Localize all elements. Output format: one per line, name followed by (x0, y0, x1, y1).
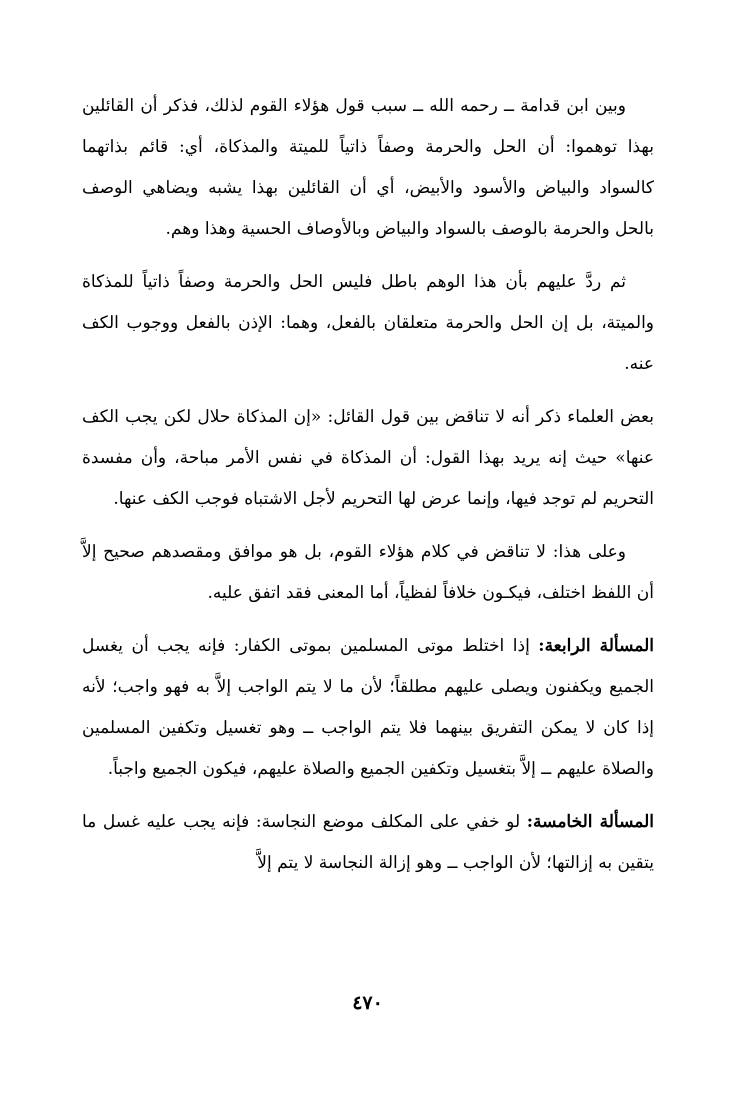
paragraph-3 (82, 397, 654, 520)
paragraph-6-text: لو خفي على المكلف موضع النجاسة: فإنه يجب عليه غسل ما يتقين به إزالتها؛ لأن الواجب ــ وهو إزالة النجاسة لا يتم إلاَّ (82, 812, 654, 873)
paragraph-1-text: وبين ابن قدامة ــ رحمه الله ــ سبب قول هؤلاء القوم لذلك، فذكر أن القائلين بهذا توهموا: أن الحل والحرمة وصفاً ذاتياً للميتة والمذكاة، أي: قائم بذاتهما كالسواد والبياض والأسود والأبيض، أي أن القائلين بهذا يشبه ويضاهي الوصف بالحل والحرمة بالوصف بالسواد والبياض وبالأوصاف الحسية وهذا وهم. (82, 96, 654, 239)
page-number: ٤٧٠ (352, 992, 383, 1014)
paragraph-6 (82, 802, 654, 884)
paragraph-5-heading: المسألة الرابعة: (538, 636, 655, 656)
paragraph-5-text: إذا اختلط موتى المسلمين بموتى الكفار: فإنه يجب أن يغسل الجميع ويكفنون ويصلى عليهم مطلقاً؛ لأن ما لا يتم الواجب إلاَّ به فهو واجب؛ لأنه إذا كان لا يمكن التفريق بينهما فلا يتم الواجب ــ وهو تغسيل وتكفين المسلمين والصلاة عليهم ــ إلاَّ بتغسيل وتكفين الجميع والصلاة عليهم، فيكون الجميع واجباً. (82, 636, 654, 779)
paragraph-6-heading: المسألة الخامسة: (526, 812, 654, 832)
paragraph-5 (82, 626, 654, 790)
paragraph-4 (82, 532, 654, 614)
paragraph-2 (82, 262, 654, 385)
body-text (82, 86, 654, 896)
paragraph-2-text: ثم ردَّ عليهم بأن هذا الوهم باطل فليس الحل والحرمة وصفاً ذاتياً للمذكاة والميتة، بل إن الحل والحرمة متعلقان بالفعل، وهما: الإذن بالفعل ووجوب الكف عنه. (82, 272, 654, 374)
paragraph-4-text: وعلى هذا: لا تناقض في كلام هؤلاء القوم، بل هو موافق ومقصدهم صحيح إلاَّ أن اللفظ اختلف، فيكـون خلافاً لفظياً، أما المعنى فقد اتفق عليه. (82, 542, 654, 603)
paragraph-3-text: بعض العلماء ذكر أنه لا تناقض بين قول القائل: «إن المذكاة حلال لكن يجب الكف عنها» حيث إنه يريد بهذا القول: أن المذكاة في نفس الأمر مباحة، وأن مفسدة التحريم لم توجد فيها، وإنما عرض لها التحريم لأجل الاشتباه فوجب الكف عنها. (82, 407, 654, 509)
paragraph-1 (82, 86, 654, 250)
